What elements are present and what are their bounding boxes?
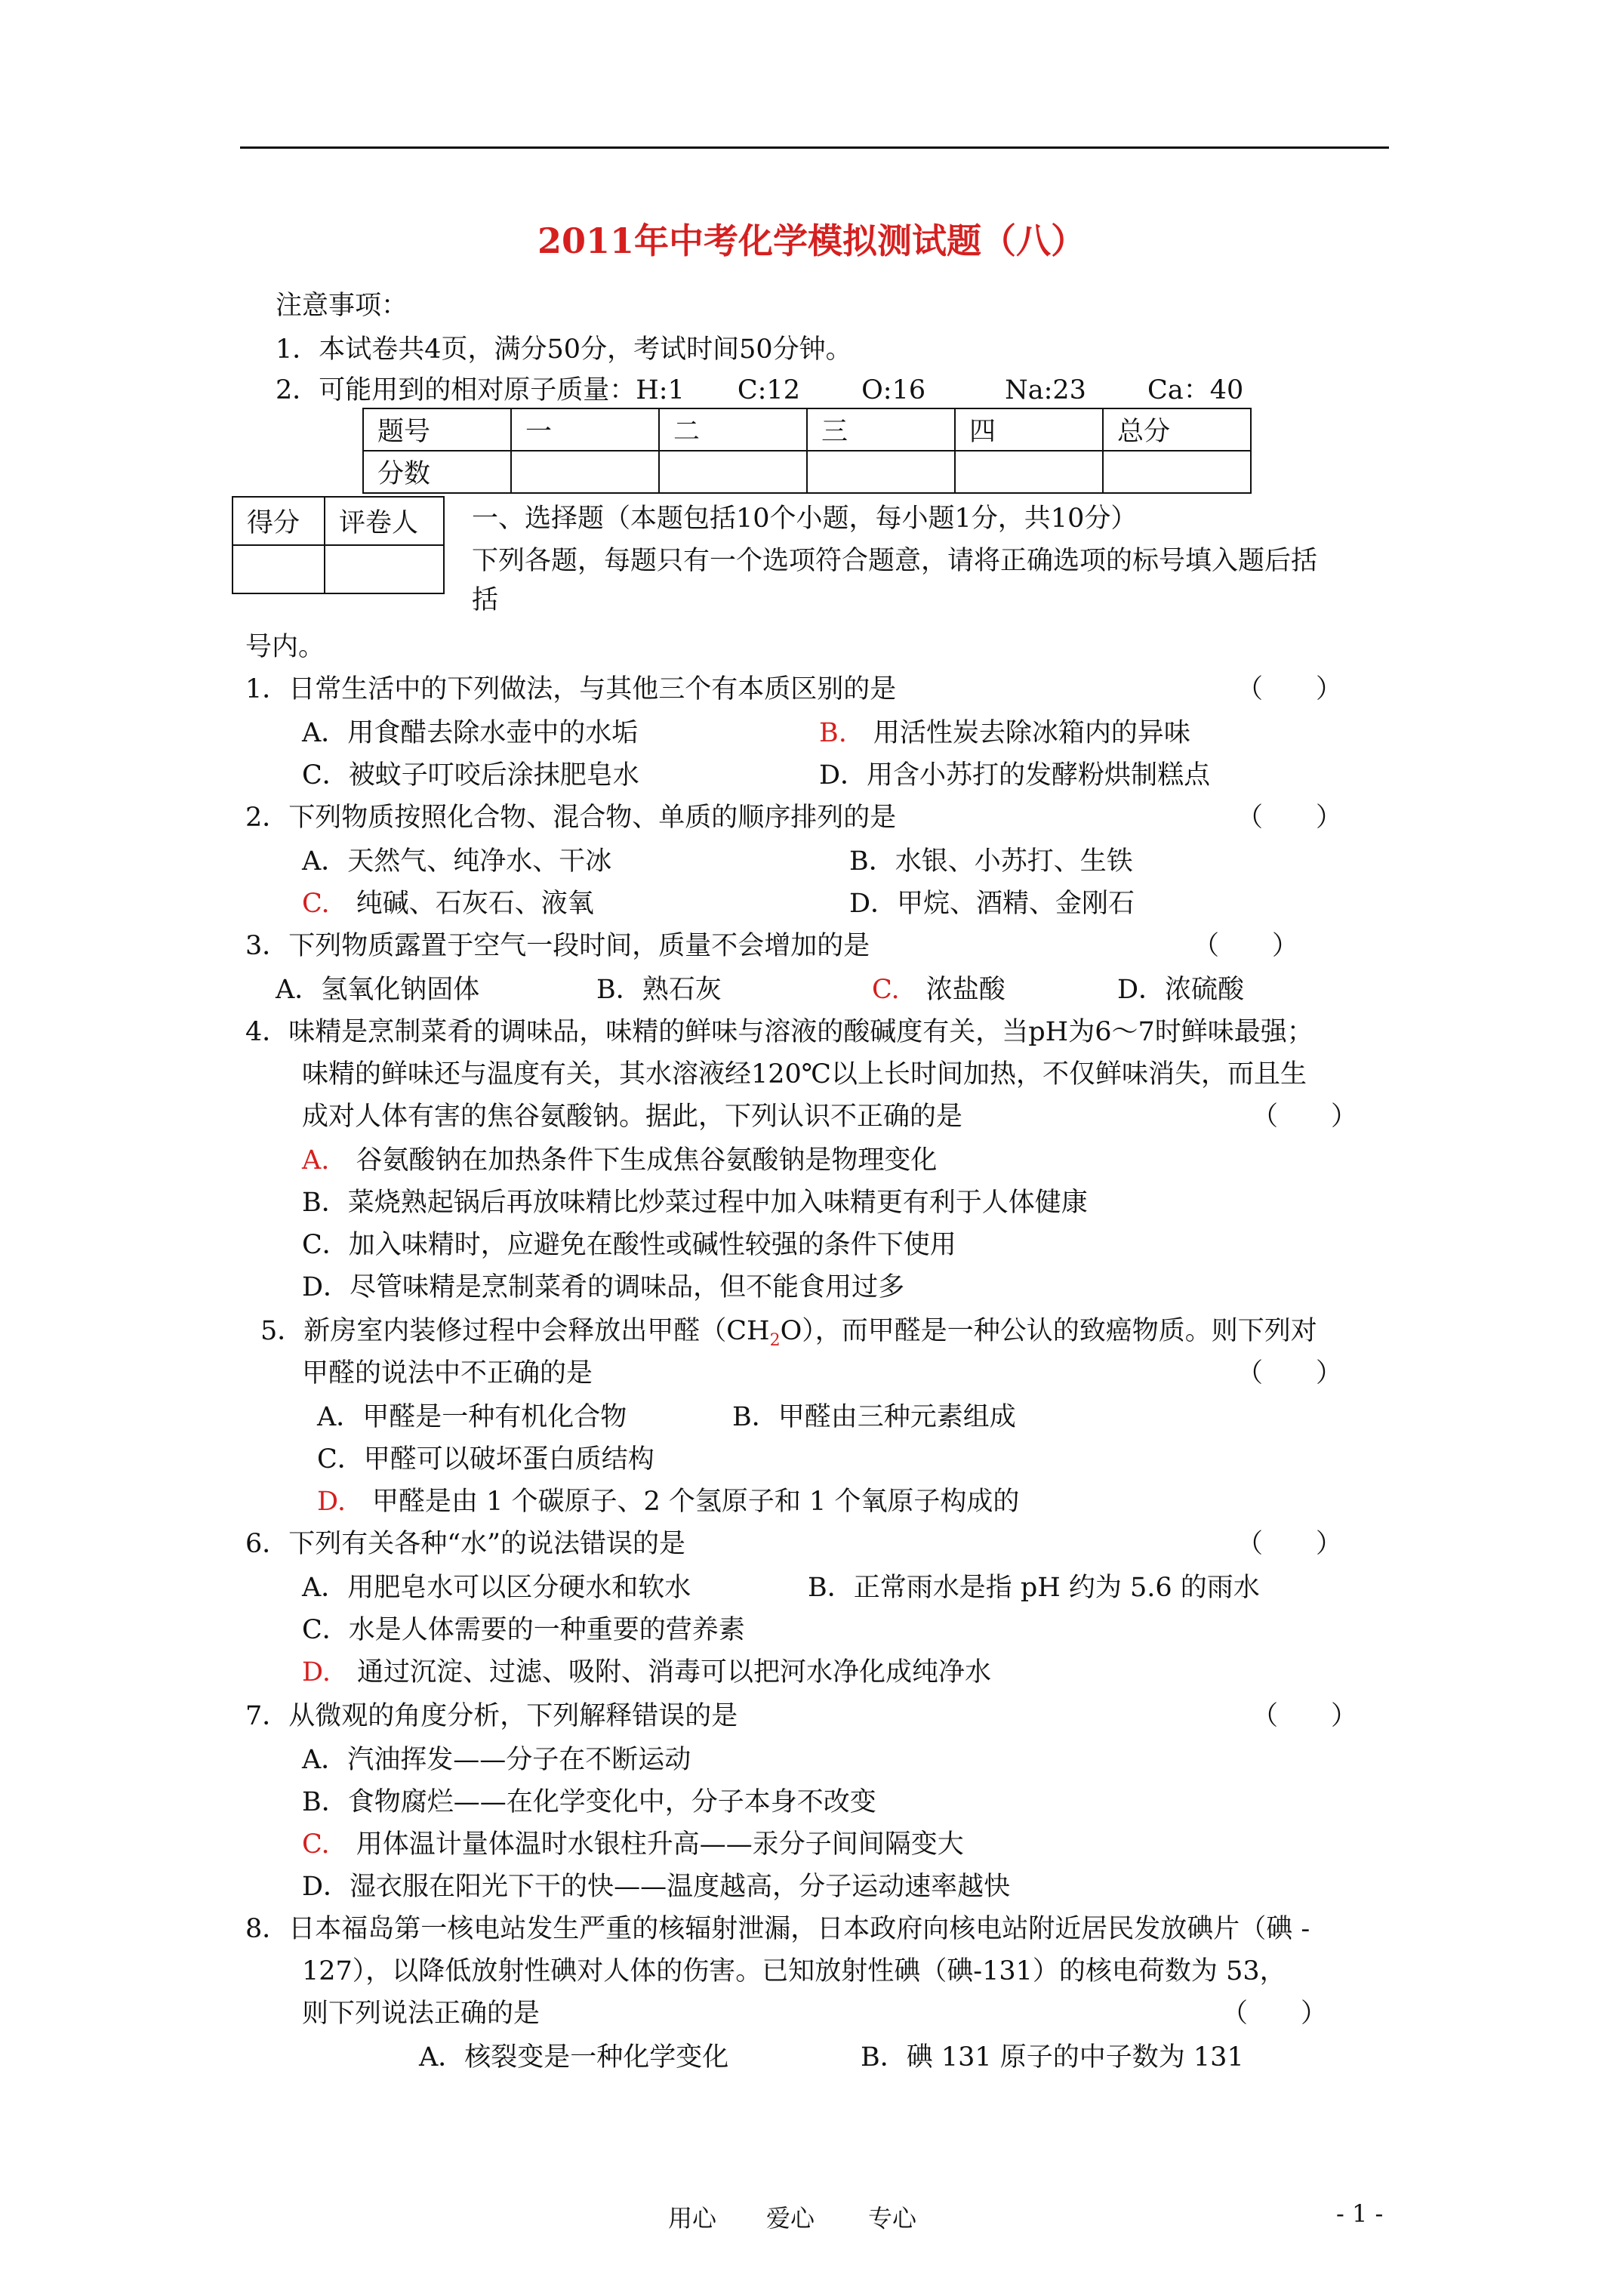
q7-option-d: D．湿衣服在阳光下干的快——温度越高，分子运动速率越快 [302, 1872, 1011, 1902]
q1-option-c: C．被蚊子叮咬后涂抹肥皂水 [302, 760, 639, 791]
score-cell: 题号 [363, 408, 511, 451]
q5-answer-paren[interactable]: （ ） [1236, 1358, 1343, 1388]
q2-option-b: B．水银、小苏打、生铁 [849, 846, 1133, 877]
footer-motto-1: 用心 [668, 2204, 717, 2233]
section-instructions-1: 下列各题，每题只有一个选项符合题意，请将正确选项的标号填入题后括 [472, 546, 1318, 576]
q3-option-a: A．氢氧化钠固体 [276, 975, 480, 1005]
page-title: 2011年中考化学模拟测试题（八） [537, 220, 1086, 261]
q6-option-c: C．水是人体需要的一种重要的营养素 [302, 1615, 745, 1645]
grader-score-label: 得分 [233, 497, 325, 545]
q5-stem-1: 5．新房室内装修过程中会释放出甲醛$(CH_2O)$，而甲醛是一种公认的致癌物质。则下列对 [260, 1316, 1317, 1350]
q8-option-a: A．核裂变是一种化学变化 [419, 2042, 729, 2073]
q4-option-d: D．尽管味精是烹制菜肴的调味品，但不能食用过多 [302, 1272, 905, 1302]
q1-option-b: B. 用活性炭去除冰箱内的异味 [819, 718, 1190, 748]
q6-stem: 6．下列有关各种“水”的说法错误的是 [245, 1529, 686, 1559]
q8-stem-2: 127），以降低放射性碘对人体的伤害。已知放射性碘（碘-131）的核电荷数为 53， [302, 1956, 1286, 1986]
section-instructions-2: 号内。 [245, 632, 325, 662]
grader-name-cell[interactable] [325, 545, 444, 593]
q6-answer-paren[interactable]: （ ） [1236, 1529, 1343, 1559]
score-cell: 一 [511, 408, 659, 451]
q1-answer-paren[interactable]: （ ） [1236, 674, 1343, 704]
q8-stem-3: 则下列说法正确的是 [302, 1999, 540, 2029]
q5-stem-2: 甲醛的说法中不正确的是 [302, 1358, 593, 1388]
score-cell[interactable] [807, 451, 955, 493]
q6-option-a: A．用肥皂水可以区分硬水和软水 [302, 1573, 691, 1603]
q8-option-b: B．碘 131 原子的中子数为 131 [861, 2042, 1244, 2073]
footer-motto-3: 专心 [868, 2204, 917, 2233]
q2-stem: 2．下列物质按照化合物、混合物、单质的顺序排列的是 [245, 803, 897, 833]
q4-stem-1: 4．味精是烹制菜肴的调味品，味精的鲜味与溶液的酸碱度有关，当pH为6～7时鲜味最强； [245, 1017, 1313, 1047]
score-cell: 四 [955, 408, 1103, 451]
score-cell[interactable] [1103, 451, 1251, 493]
q7-option-c: C. 用体温计量体温时水银柱升高——汞分子间间隔变大 [302, 1829, 964, 1860]
score-table-header-row [363, 408, 1251, 451]
q3-answer-paren[interactable]: （ ） [1193, 931, 1299, 961]
q4-stem-3: 成对人体有害的焦谷氨酸钠。据此，下列认识不正确的是 [302, 1102, 963, 1132]
q7-stem: 7．从微观的角度分析，下列解释错误的是 [245, 1701, 738, 1731]
q5-option-a: A．甲醛是一种有机化合物 [317, 1402, 627, 1432]
q4-stem-2: 味精的鲜味还与温度有关，其水溶液经120℃以上长时间加热，不仅鲜味消失，而且生 [302, 1059, 1307, 1089]
q2-option-a: A．天然气、纯净水、干冰 [302, 846, 612, 877]
section-instructions-wrap: 括 [472, 585, 499, 615]
q5-option-b: B．甲醛由三种元素组成 [732, 1402, 1016, 1432]
q4-option-c: C．加入味精时，应避免在酸性或碱性较强的条件下使用 [302, 1230, 956, 1260]
notes-item-2: 2．可能用到的相对原子质量：H:1 C:12 O:16 Na:23 Ca：40 [276, 375, 1244, 405]
q3-option-d: D．浓硫酸 [1117, 975, 1245, 1005]
q2-option-c: C. 纯碱、石灰石、液氧 [302, 889, 594, 919]
grader-score-cell[interactable] [233, 545, 325, 593]
notes-item-1: 1．本试卷共4页，满分50分，考试时间50分钟。 [276, 334, 852, 365]
grader-name-label: 评卷人 [325, 497, 444, 545]
q8-answer-paren[interactable]: （ ） [1221, 1999, 1328, 2029]
q7-answer-paren[interactable]: （ ） [1252, 1701, 1358, 1731]
score-cell[interactable] [955, 451, 1103, 493]
q3-option-c: C. 浓盐酸 [872, 975, 1006, 1005]
q4-option-b: B．菜烧熟起锅后再放味精比炒菜过程中加入味精更有利于人体健康 [302, 1188, 1088, 1218]
grader-table [232, 496, 445, 594]
notes-heading: 注意事项： [276, 291, 408, 321]
q3-option-b: B．熟石灰 [596, 975, 722, 1005]
score-cell: 分数 [363, 451, 511, 493]
score-cell[interactable] [511, 451, 659, 493]
section-title: 一、选择题（本题包括10个小题，每小题1分，共10分） [472, 504, 1138, 534]
q8-stem-1: 8．日本福岛第一核电站发生严重的核辐射泄漏，日本政府向核电站附近居民发放碘片（碘 - [245, 1914, 1310, 1944]
q6-option-b: B．正常雨水是指 pH 约为 5.6 的雨水 [808, 1573, 1260, 1603]
q3-stem: 3．下列物质露置于空气一段时间，质量不会增加的是 [245, 931, 870, 961]
q7-option-b: B．食物腐烂——在化学变化中，分子本身不改变 [302, 1787, 876, 1817]
q1-stem: 1．日常生活中的下列做法，与其他三个有本质区别的是 [245, 674, 897, 704]
q4-option-a: A. 谷氨酸钠在加热条件下生成焦谷氨酸钠是物理变化 [302, 1145, 938, 1176]
q6-option-d: D. 通过沉淀、过滤、吸附、消毒可以把河水净化成纯净水 [302, 1657, 991, 1687]
score-table [362, 408, 1252, 494]
score-cell: 二 [659, 408, 807, 451]
score-cell: 总分 [1103, 408, 1251, 451]
footer-motto-2: 爱心 [766, 2204, 815, 2233]
score-cell[interactable] [659, 451, 807, 493]
q1-option-d: D．用含小苏打的发酵粉烘制糕点 [819, 760, 1211, 791]
q1-option-a: A．用食醋去除水壶中的水垢 [302, 718, 639, 748]
q2-answer-paren[interactable]: （ ） [1236, 803, 1343, 833]
page-number: - 1 - [1336, 2199, 1384, 2228]
score-table-value-row [363, 451, 1251, 493]
q5-option-d: D. 甲醛是由 1 个碳原子、2 个氢原子和 1 个氧原子构成的 [317, 1487, 1020, 1517]
score-cell: 三 [807, 408, 955, 451]
header-rule [240, 146, 1389, 149]
q5-option-c: C．甲醛可以破坏蛋白质结构 [317, 1444, 654, 1475]
q4-answer-paren[interactable]: （ ） [1252, 1102, 1358, 1132]
q7-option-a: A．汽油挥发——分子在不断运动 [302, 1745, 691, 1775]
q2-option-d: D．甲烷、酒精、金刚石 [849, 889, 1135, 919]
